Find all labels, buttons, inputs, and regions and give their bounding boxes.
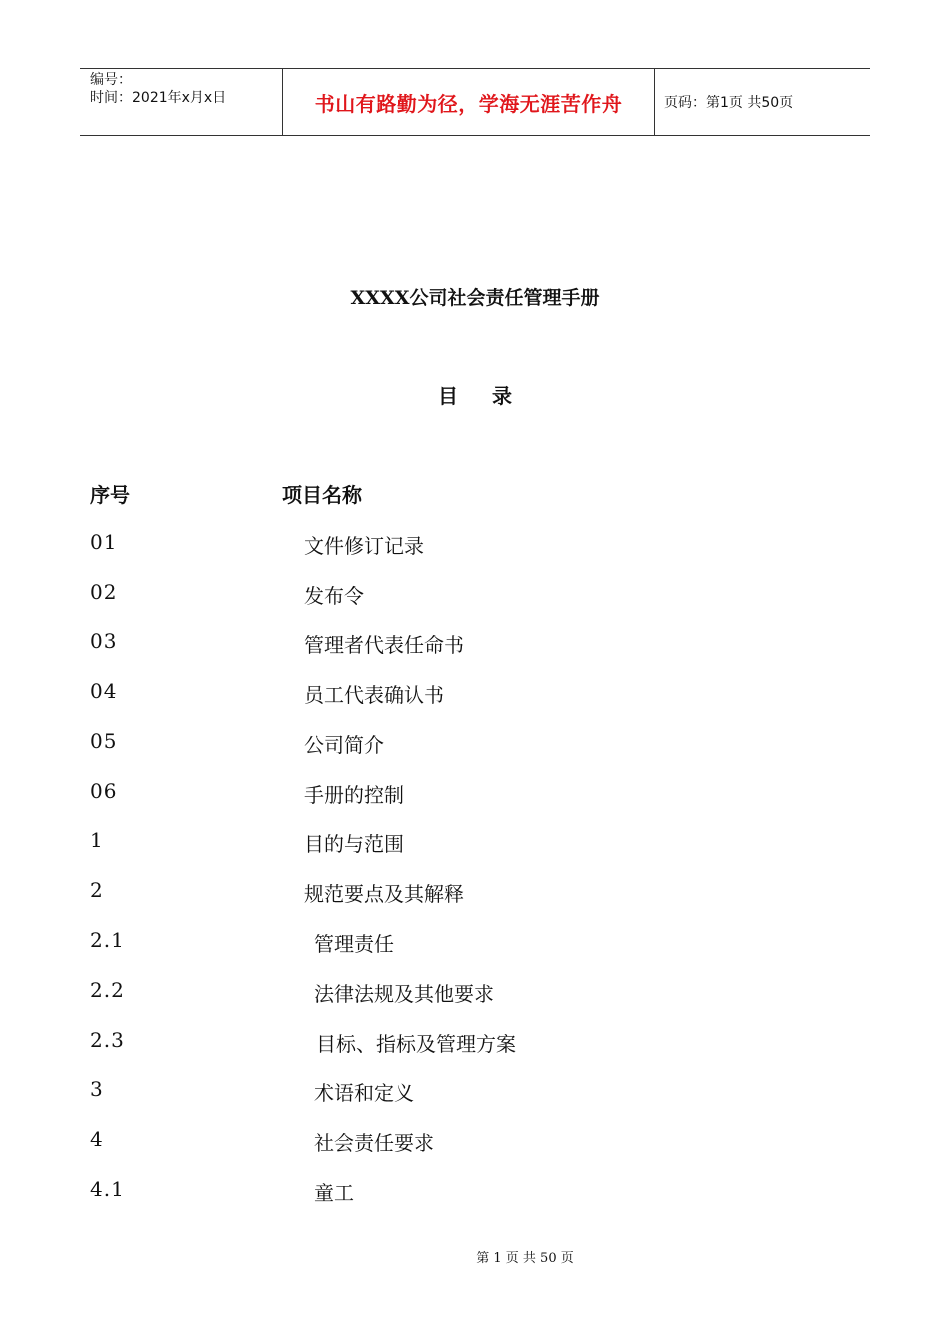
header-motto: 书山有路勤为径，学海无涯苦作舟 [282,69,655,135]
toc-row-number: 2.2 [90,978,125,1002]
toc-row-number: 1 [90,828,104,852]
document-title: XXXX公司社会责任管理手册 [350,287,600,309]
toc-row-title: 管理责任 [314,932,394,956]
toc-row-title: 员工代表确认书 [304,683,444,707]
header-meta [80,69,282,135]
toc-row-title: 发布令 [304,584,364,608]
toc-row-title: 术语和定义 [314,1081,414,1105]
toc-row [0,1028,950,1058]
toc-row-title: 管理者代表任命书 [304,633,464,657]
toc-row-number: 2 [90,878,104,902]
toc-row-number: 02 [90,580,118,604]
toc-row-number: 2.3 [90,1028,125,1052]
toc-row-title: 童工 [314,1181,354,1205]
toc-column-number: 序号 [90,483,130,507]
toc-row-number: 05 [90,729,118,753]
toc-row-title: 法律法规及其他要求 [314,982,494,1006]
toc-heading: 目录 [438,384,546,408]
toc-row-number: 01 [90,530,118,554]
toc-row-title: 手册的控制 [304,783,404,807]
toc-column-name: 项目名称 [282,483,362,507]
toc-row [0,729,950,759]
page-footer: 第 1 页 共 50 页 [476,1251,574,1266]
toc-row-title: 文件修订记录 [304,534,424,558]
toc-row-number: 2.1 [90,928,125,952]
toc-row-title: 公司简介 [304,733,384,757]
document-date-label: 时间：2021年x月x日 [90,90,227,106]
toc-row-number: 3 [90,1077,104,1101]
header-page-info: 页码：第1页 共50页 [664,95,794,111]
toc-row [0,629,950,659]
toc-row [0,679,950,709]
toc-row [0,1127,950,1157]
toc-row [0,779,950,809]
toc-row [0,878,950,908]
toc-row-title: 社会责任要求 [314,1131,434,1155]
toc-row [0,530,950,560]
toc-row-number: 06 [90,779,118,803]
toc-row-number: 4.1 [90,1177,125,1201]
page-header [80,68,870,136]
document-number-label: 编号： [90,72,132,88]
toc-row-number: 03 [90,629,118,653]
toc-row-number: 4 [90,1127,104,1151]
toc-row-title: 规范要点及其解释 [304,882,464,906]
toc-row-title: 目的与范围 [304,832,404,856]
toc-row-number: 04 [90,679,118,703]
toc-row [0,978,950,1008]
toc-row [0,828,950,858]
toc-row-title: 目标、指标及管理方案 [316,1032,516,1056]
toc-row [0,1077,950,1107]
toc-row [0,1177,950,1207]
toc-row [0,580,950,610]
toc-row [0,928,950,958]
